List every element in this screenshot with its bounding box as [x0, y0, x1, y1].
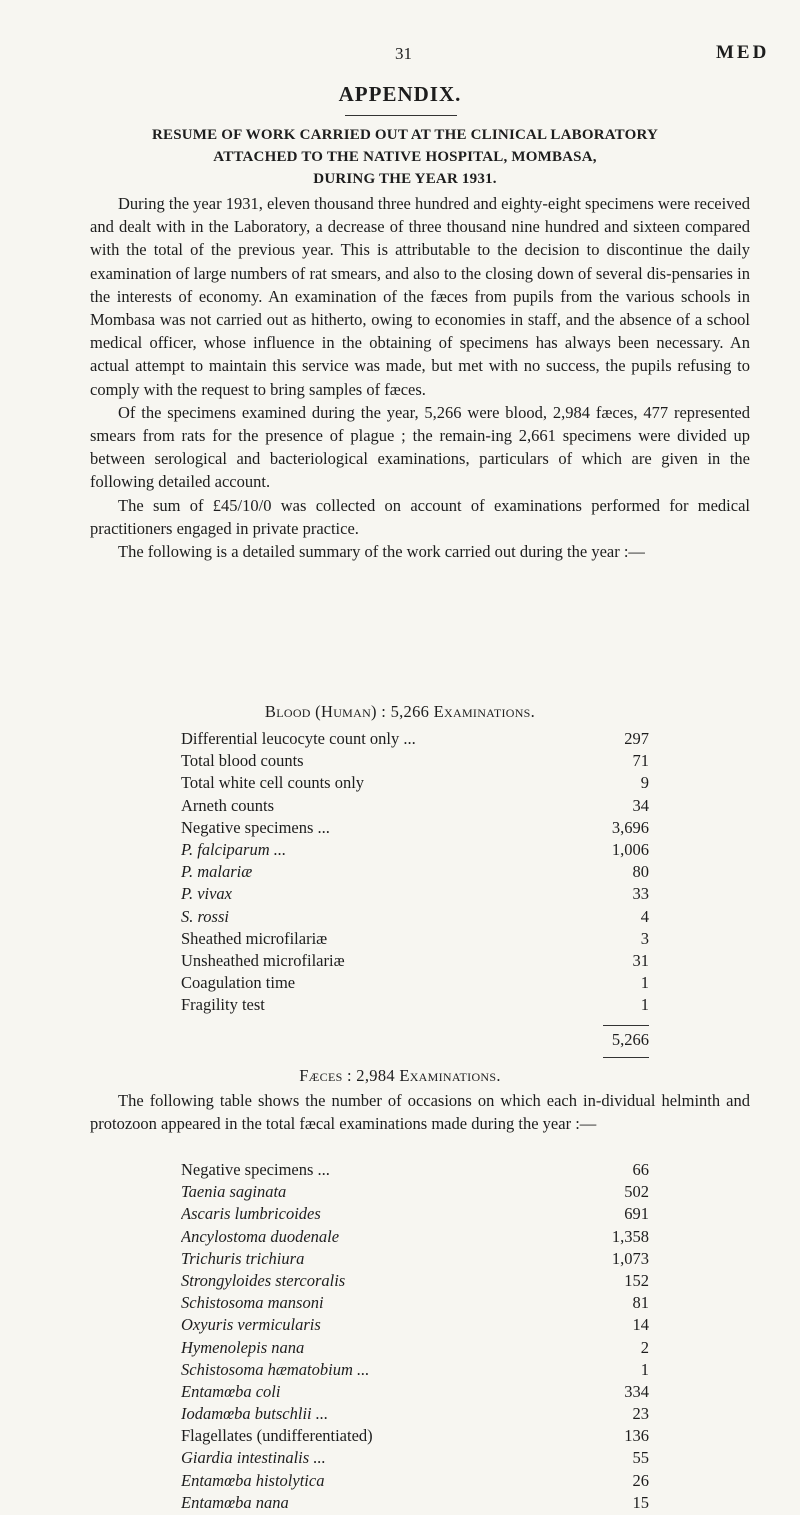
faeces-row — [181, 1249, 649, 1271]
faeces-row-label: Negative specimens ... — [181, 1160, 330, 1179]
faeces-row-label: Ancylostoma duodenale — [181, 1226, 340, 1246]
blood-row-label: S. rossi — [181, 906, 229, 926]
faeces-row-value: 14 — [632, 1315, 649, 1335]
blood-row-label: Fragility test — [181, 995, 265, 1015]
faeces-row-label: Entamœba coli — [181, 1381, 281, 1401]
blood-row-label: Arneth counts — [181, 795, 275, 815]
blood-row — [181, 773, 649, 795]
faeces-row — [181, 1382, 649, 1404]
faeces-row-label: Schistosoma mansoni — [181, 1293, 324, 1313]
faeces-row-value: 1,358 — [611, 1226, 649, 1246]
faeces-row-label: Giardia intestinalis ... — [181, 1448, 326, 1468]
faeces-row — [181, 1160, 649, 1182]
blood-row-value: 1 — [640, 995, 649, 1015]
blood-row — [181, 729, 649, 751]
blood-row-label: Sheathed microfilariæ — [181, 928, 328, 948]
faeces-row-label: Entamœba nana — [181, 1492, 289, 1512]
faeces-row-value: 152 — [624, 1270, 649, 1290]
report-title-line1: RESUME OF WORK CARRIED OUT AT THE CLINICAL LABORATORY — [151, 127, 658, 143]
faeces-row-label: Hymenolepis nana — [181, 1337, 305, 1357]
blood-row-label: Total white cell counts only — [181, 773, 365, 793]
faeces-intro-text: The following table shows the number of occasions on which each in-dividual helminth and protozoon appeared in the total fæcal examinations made during the year :— — [90, 1091, 750, 1134]
faeces-row-label: Strongyloides stercoralis — [181, 1270, 346, 1290]
blood-row-value: 9 — [640, 773, 649, 793]
faeces-row-value: 334 — [624, 1381, 649, 1401]
appendix-title: APPENDIX. — [338, 82, 462, 106]
faeces-row-value: 2 — [640, 1337, 649, 1357]
blood-row-label: P. malariæ — [181, 862, 253, 882]
faeces-row — [181, 1426, 649, 1448]
blood-row — [181, 840, 649, 862]
faeces-row-value: 26 — [632, 1470, 649, 1490]
faeces-row — [181, 1227, 649, 1249]
blood-row — [181, 818, 649, 840]
faeces-row-label: Trichuris trichiura — [181, 1248, 305, 1268]
page-code: MED — [716, 42, 770, 63]
faeces-row — [181, 1493, 649, 1515]
blood-row-label: Negative specimens ... — [181, 817, 330, 837]
title-rule — [345, 115, 457, 116]
faeces-row — [181, 1315, 649, 1337]
faeces-row-value: 1,073 — [611, 1248, 649, 1268]
faeces-row-label: Taenia saginata — [181, 1182, 287, 1202]
faeces-row — [181, 1338, 649, 1360]
faeces-row — [181, 1271, 649, 1293]
blood-row-value: 80 — [632, 862, 649, 882]
paragraph-summary: During the year 1931, eleven thousand three hundred and eighty-eight specimens were received and dealt with in the Laboratory, a decrease of three thousand nine hundred and sixteen compared with the total of the previous year. This is attributable to the decision to discontinue the daily examination of large numbers of rat smears, and also to the closing down of several dis-pensaries in the interests of economy. An examination of the fæces from pupils from the various schools in Mombasa was not carried out as hitherto, owing to economies in staff, and the absence of a school medical officer, whose influence in the obtaining of specimens has always been necessary. An actual attempt to maintain this service was made, but met with no success, the pupils refusing to comply with the request to bring samples of fæces. — [90, 194, 750, 399]
blood-table — [181, 729, 649, 1017]
blood-row-label: Differential leucocyte count only ... — [181, 729, 416, 748]
faeces-row-value: 1 — [640, 1359, 649, 1379]
blood-row-value: 1 — [640, 973, 649, 993]
blood-row — [181, 884, 649, 906]
faeces-row-value: 15 — [632, 1492, 649, 1512]
faeces-row-label: Ascaris lumbricoides — [181, 1204, 321, 1224]
faeces-section-heading: Fæces : 2,984 Examinations. — [299, 1066, 501, 1085]
faeces-row-value: 136 — [624, 1426, 649, 1446]
blood-total-underline — [603, 1057, 649, 1058]
blood-row — [181, 929, 649, 951]
faeces-row-label: Flagellates (undifferentiated) — [181, 1426, 373, 1446]
blood-row — [181, 907, 649, 929]
faeces-row — [181, 1293, 649, 1315]
faeces-row-label: Oxyuris vermicularis — [181, 1315, 321, 1335]
blood-row-label: Unsheathed microfilariæ — [181, 950, 345, 970]
faeces-row-value: 502 — [624, 1182, 649, 1202]
report-title-line2: ATTACHED TO THE NATIVE HOSPITAL, MOMBASA, — [213, 149, 597, 165]
blood-section-heading: Blood (Human) : 5,266 Examinations. — [264, 702, 536, 721]
blood-row — [181, 751, 649, 773]
faeces-row-label: Entamœba histolytica — [181, 1470, 325, 1490]
blood-row-value: 3,696 — [611, 817, 649, 837]
blood-row — [181, 951, 649, 973]
faeces-row — [181, 1360, 649, 1382]
faeces-row — [181, 1404, 649, 1426]
blood-row-label: P. vivax — [181, 884, 233, 904]
blood-row-label: P. falciparum ... — [181, 839, 287, 859]
faeces-row — [181, 1182, 649, 1204]
faeces-row-label: Schistosoma hæmatobium ... — [181, 1359, 370, 1379]
faeces-row — [181, 1448, 649, 1470]
paragraph-fees: The sum of £45/10/0 was collected on account of examinations performed for medical practitioners engaged in private practice. — [90, 495, 750, 538]
blood-row-value: 1,006 — [611, 839, 649, 859]
report-title-line3: DURING THE YEAR 1931. — [313, 171, 497, 187]
blood-row-label: Total blood counts — [181, 751, 304, 771]
faeces-row-value: 66 — [632, 1160, 649, 1179]
faeces-row — [181, 1204, 649, 1226]
blood-total: 5,266 — [611, 1030, 649, 1049]
intro-paragraphs — [90, 192, 750, 563]
blood-row — [181, 995, 649, 1017]
paragraph-specimens: Of the specimens examined during the year, 5,266 were blood, 2,984 fæces, 477 represented smears from rats for the presence of plague ; the remain-ing 2,661 specimens were divided up between serological and bacteriological examinations, particulars of which are given in the following detailed account. — [90, 402, 750, 492]
blood-row — [181, 973, 649, 995]
faeces-intro — [90, 1089, 750, 1135]
faeces-table — [181, 1160, 649, 1515]
blood-row-value: 71 — [632, 751, 649, 771]
blood-row — [181, 862, 649, 884]
paragraph-summary-intro: The following is a detailed summary of the work carried out during the year :— — [118, 542, 645, 562]
blood-row-value: 33 — [632, 884, 649, 904]
blood-row-value: 34 — [632, 795, 649, 815]
blood-row-value: 31 — [632, 950, 649, 970]
faeces-row-value: 691 — [624, 1204, 649, 1224]
blood-row — [181, 796, 649, 818]
blood-row-value: 4 — [640, 906, 649, 926]
blood-total-rule — [603, 1025, 649, 1026]
faeces-row — [181, 1471, 649, 1493]
page-number: 31 — [395, 44, 412, 63]
blood-row-label: Coagulation time — [181, 973, 296, 993]
blood-row-value: 3 — [640, 928, 649, 948]
faeces-row-value: 55 — [632, 1448, 649, 1468]
faeces-row-label: Iodamœba butschlii ... — [181, 1404, 329, 1424]
faeces-row-value: 81 — [632, 1293, 649, 1313]
blood-row-value: 297 — [624, 729, 649, 748]
faeces-row-value: 23 — [632, 1404, 649, 1424]
